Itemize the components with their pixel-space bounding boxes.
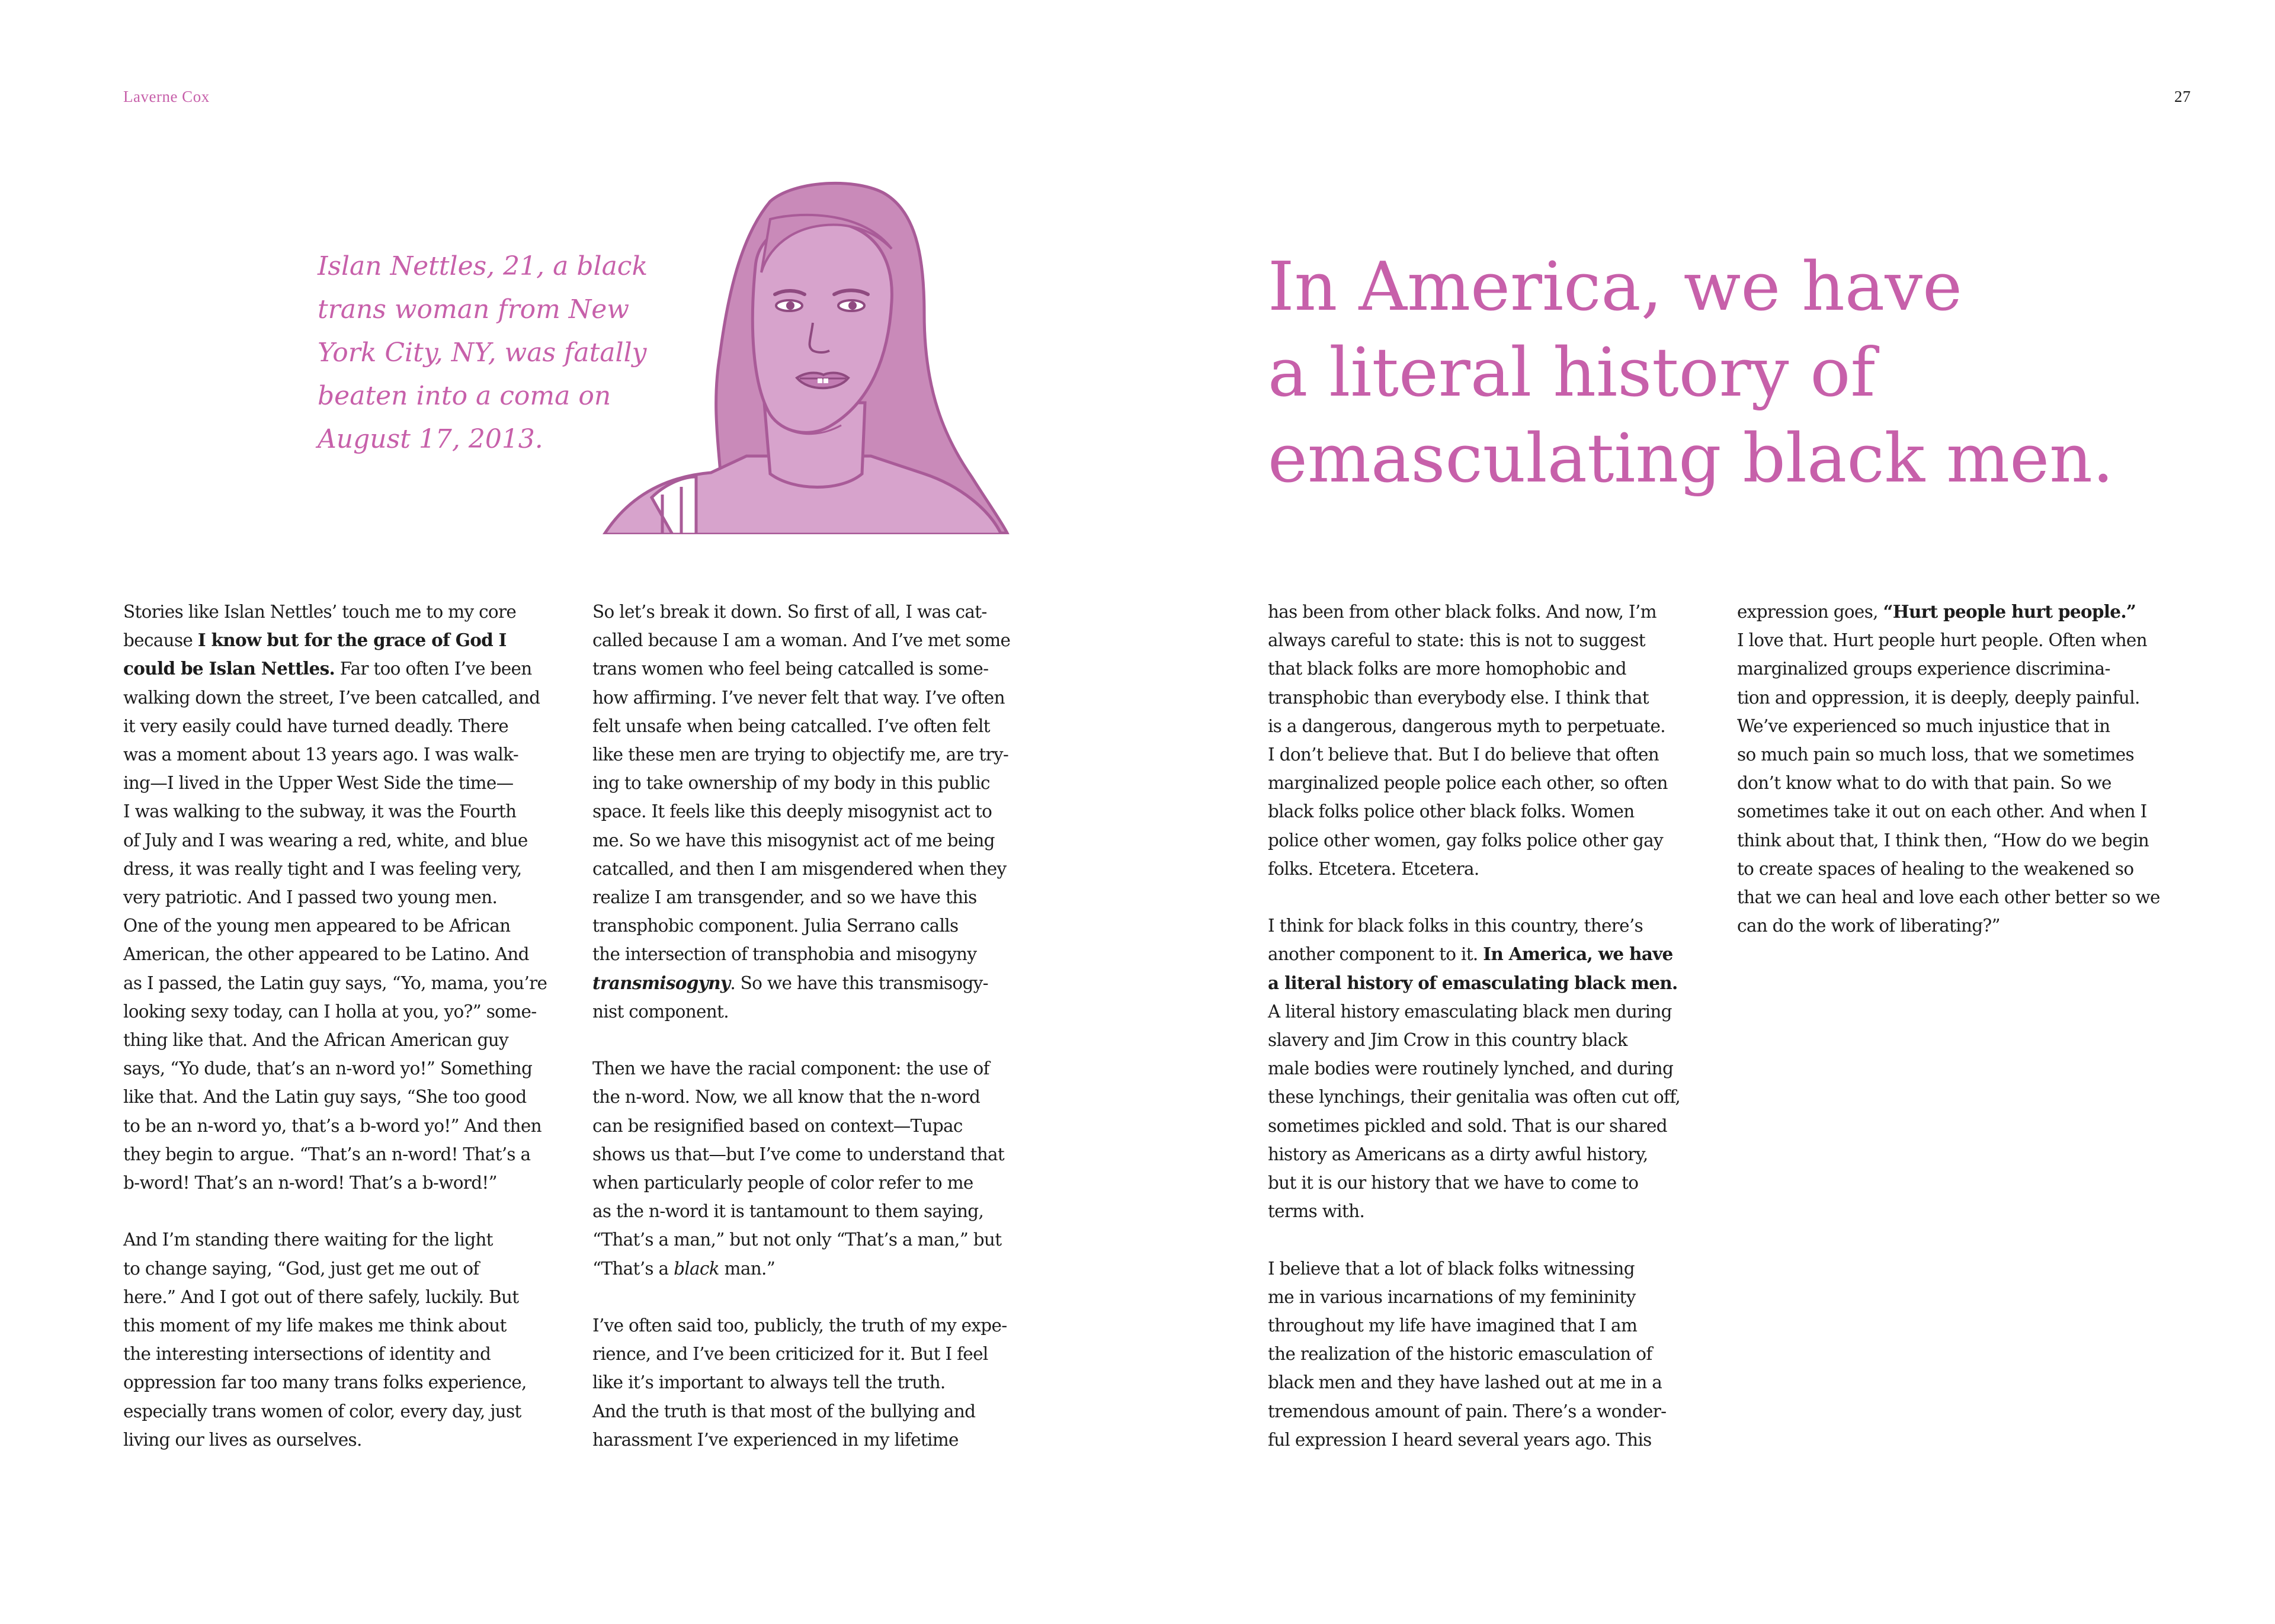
text-line — [1268, 1283, 1724, 1311]
text-run: how affirming. I’ve never felt that way. I’ve often — [592, 687, 1005, 708]
text-line — [592, 1397, 1049, 1426]
text-run: especially trans women of color, every day, just — [123, 1401, 521, 1421]
text-run: looking sexy today, can I holla at you, yo?” some- — [123, 1001, 537, 1022]
text-line — [1268, 1169, 1724, 1197]
text-line — [1268, 883, 1724, 912]
text-run: transphobic than everybody else. I think that — [1268, 687, 1649, 708]
text-run: realize I am transgender, and so we have this — [592, 887, 977, 908]
text-run: like it’s important to always tell the truth. — [592, 1372, 946, 1393]
text-run: I believe that a lot of black folks witnessing — [1268, 1258, 1635, 1279]
pull-quote-line: a literal history of — [1268, 333, 1876, 412]
text-run: me in various incarnations of my femininity — [1268, 1286, 1636, 1307]
text-run: the n-word. Now, we all know that the n-word — [592, 1087, 981, 1108]
text-line — [592, 1368, 1049, 1397]
text-line — [1268, 1054, 1724, 1083]
text-run: as the n-word it is tantamount to them saying, — [592, 1201, 984, 1222]
text-line — [592, 855, 1049, 883]
page-number: 27 — [2174, 88, 2191, 105]
running-head-author: Laverne Cox — [123, 88, 210, 105]
text-line — [123, 598, 579, 626]
text-line — [1268, 1140, 1724, 1169]
text-line — [592, 1083, 1049, 1111]
text-run: “That’s a man,” but not only “That’s a man,” but — [592, 1230, 1002, 1250]
text-line — [123, 1026, 579, 1054]
text-line — [592, 654, 1049, 683]
text-line — [1268, 1026, 1724, 1054]
text-line — [592, 940, 1049, 968]
text-line — [1737, 598, 2193, 626]
text-line — [1268, 1368, 1724, 1397]
body-column-2 — [592, 598, 1049, 1454]
text-run: another component to it. — [1268, 944, 1483, 965]
text-line — [123, 769, 579, 797]
text-line — [123, 1397, 579, 1426]
text-line — [123, 1225, 579, 1254]
text-run: think about that, I think then, “How do we begin — [1737, 830, 2149, 850]
text-run: I love that. Hurt people hurt people. Often when — [1737, 630, 2147, 651]
text-line — [1268, 1426, 1724, 1454]
text-line — [1268, 940, 1724, 968]
text-run: shows us that—but I’ve come to understand that — [592, 1144, 1005, 1164]
text-line — [123, 855, 579, 883]
text-run: transphobic component. Julia Serrano calls — [592, 916, 959, 936]
text-line — [1268, 1197, 1724, 1225]
text-run: black men and they have lashed out at me in a — [1268, 1372, 1662, 1393]
text-run: walking down the street, I’ve been catcalled, and — [123, 687, 540, 708]
text-line — [592, 1112, 1049, 1140]
text-run: very patriotic. And I passed two young men. — [123, 887, 498, 908]
text-run: ing to take ownership of my body in this public — [592, 773, 990, 794]
text-line — [1268, 626, 1724, 654]
text-run: it very easily could have turned deadly. There — [123, 715, 509, 736]
text-line — [592, 826, 1049, 855]
text-run: because — [123, 630, 198, 651]
text-line — [123, 797, 579, 826]
text-run: marginalized groups experience discrimina- — [1737, 659, 2110, 679]
text-line — [123, 683, 579, 712]
text-line — [592, 1169, 1049, 1197]
caption-line: York City, NY, was fatally — [318, 338, 647, 368]
text-run: as I passed, the Latin guy says, “Yo, mama, you’re — [123, 973, 547, 993]
text-line — [592, 912, 1049, 940]
text-run: slavery and Jim Crow in this country black — [1268, 1030, 1627, 1051]
text-line — [1737, 855, 2193, 883]
text-run: that we can heal and love each other better so we — [1737, 887, 2160, 908]
text-run: And the truth is that most of the bullying and — [592, 1401, 976, 1421]
text-line — [1268, 826, 1724, 855]
text-line — [1737, 912, 2193, 940]
text-run: they begin to argue. “That’s an n-word! That’s a — [123, 1144, 531, 1164]
text-line — [592, 1054, 1049, 1083]
text-run: can do the work of liberating?” — [1737, 916, 2000, 936]
text-run: to create spaces of healing to the weakened so — [1737, 858, 2134, 879]
text-line — [592, 1026, 1049, 1054]
text-run: And I’m standing there waiting for the light — [123, 1230, 493, 1250]
text-line — [123, 1368, 579, 1397]
text-line — [1268, 1083, 1724, 1111]
text-run: catcalled, and then I am misgendered when they — [592, 858, 1007, 879]
text-line — [592, 598, 1049, 626]
text-run: can be resignified based on context—Tupac — [592, 1115, 963, 1136]
text-run: One of the young men appeared to be African — [123, 916, 511, 936]
text-line — [123, 1283, 579, 1311]
body-column-1 — [123, 598, 579, 1454]
text-line — [592, 1311, 1049, 1340]
text-run: but it is our history that we have to come to — [1268, 1173, 1639, 1193]
text-run: here.” And I got out of there safely, luckily. But — [123, 1286, 519, 1307]
text-run: American, the other appeared to be Latino. And — [123, 944, 529, 965]
text-run: is a dangerous, dangerous myth to perpetuate. — [1268, 715, 1665, 736]
text-run: A literal history emasculating black men during — [1268, 1001, 1672, 1022]
text-line — [1737, 740, 2193, 769]
woman-portrait-illustration — [592, 178, 1019, 534]
text-line — [1268, 1254, 1724, 1283]
text-line — [1737, 883, 2193, 912]
text-run: I don’t believe that. But I do believe that often — [1268, 744, 1659, 765]
text-line — [1268, 912, 1724, 940]
text-line — [592, 683, 1049, 712]
text-run: space. It feels like this deeply misogynist act to — [592, 801, 992, 822]
text-line — [592, 1340, 1049, 1368]
text-line — [1268, 1311, 1724, 1340]
text-line — [1737, 654, 2193, 683]
text-run: black folks police other black folks. Women — [1268, 801, 1635, 822]
text-run: So let’s break it down. So first of all, I was cat- — [592, 602, 987, 622]
text-run: called because I am a woman. And I’ve met some — [592, 630, 1011, 651]
text-run: I was walking to the subway, it was the Fourth — [123, 801, 517, 822]
text-run: has been from other black folks. And now, I’m — [1268, 602, 1656, 622]
text-run: Stories like Islan Nettles’ touch me to my core — [123, 602, 517, 622]
text-run: the intersection of transphobia and misogyny — [592, 944, 977, 965]
text-line — [1268, 1340, 1724, 1368]
text-line — [123, 1140, 579, 1169]
text-run: dress, it was really tight and I was feeling very, — [123, 858, 522, 879]
text-line — [123, 1254, 579, 1283]
text-run: me. So we have this misogynist act of me being — [592, 830, 995, 850]
text-run: that black folks are more homophobic and — [1268, 659, 1626, 679]
text-line — [592, 1140, 1049, 1169]
text-line — [123, 940, 579, 968]
text-run: oppression far too many trans folks experience, — [123, 1372, 527, 1393]
text-line — [123, 740, 579, 769]
text-run: Far too often I’ve been — [335, 659, 532, 679]
text-run: tion and oppression, it is deeply, deeply painful. — [1737, 687, 2140, 708]
text-line — [1737, 626, 2193, 654]
text-run: history as Americans as a dirty awful history, — [1268, 1144, 1648, 1164]
text-line — [592, 712, 1049, 740]
text-run: like these men are trying to objectify me, are try- — [592, 744, 1009, 765]
caption-line: Islan Nettles, 21, a black — [318, 251, 648, 281]
text-line — [592, 769, 1049, 797]
text-run: I know but for the grace of God I — [197, 630, 507, 651]
text-line — [1268, 654, 1724, 683]
text-line — [1268, 769, 1724, 797]
text-line — [1268, 797, 1724, 826]
text-run: “Hurt people hurt people.” — [1883, 601, 2136, 622]
text-line — [123, 626, 579, 654]
text-run: could be Islan Nettles. — [123, 658, 335, 679]
text-line — [592, 1197, 1049, 1225]
text-line — [1737, 683, 2193, 712]
text-run: harassment I’ve experienced in my lifetime — [592, 1429, 959, 1450]
caption-line: August 17, 2013. — [318, 424, 543, 454]
text-line — [1737, 826, 2193, 855]
text-line — [123, 1426, 579, 1454]
text-run: don’t know what to do with that pain. So we — [1737, 773, 2111, 794]
text-run: thing like that. And the African American guy — [123, 1030, 508, 1051]
text-line — [1268, 598, 1724, 626]
text-line — [123, 1083, 579, 1111]
pull-quote-line: In America, we have — [1268, 248, 1962, 326]
text-run: ful expression I heard several years ago. This — [1268, 1429, 1652, 1450]
text-line — [123, 1169, 579, 1197]
text-line — [123, 1340, 579, 1368]
text-run: living our lives as ourselves. — [123, 1429, 362, 1450]
text-run: a literal history of emasculating black men. — [1268, 972, 1678, 993]
text-run: felt unsafe when being catcalled. I’ve often felt — [592, 715, 990, 736]
text-run: the interesting intersections of identity and — [123, 1344, 491, 1365]
text-line — [592, 997, 1049, 1026]
body-column-4 — [1737, 598, 2193, 940]
text-run: the realization of the historic emasculation of — [1268, 1344, 1652, 1365]
text-line — [123, 969, 579, 997]
text-line — [1268, 1397, 1724, 1426]
text-line — [123, 997, 579, 1026]
text-run: “That’s a — [592, 1258, 674, 1279]
text-line — [123, 826, 579, 855]
text-run: expression goes, — [1737, 602, 1883, 622]
text-line — [592, 626, 1049, 654]
text-run: of July and I was wearing a red, white, and blue — [123, 830, 528, 850]
text-run: when particularly people of color refer to me — [592, 1173, 973, 1193]
text-run: folks. Etcetera. Etcetera. — [1268, 858, 1479, 879]
text-line — [592, 969, 1049, 997]
text-run: black — [674, 1258, 719, 1279]
text-run: I think for black folks in this country, there’s — [1268, 916, 1643, 936]
text-line — [592, 1254, 1049, 1283]
text-run: so much pain so much loss, that we sometimes — [1737, 744, 2134, 765]
pull-quote — [1268, 244, 2157, 502]
text-line — [592, 740, 1049, 769]
text-line — [123, 912, 579, 940]
text-line — [1268, 712, 1724, 740]
text-run: marginalized people police each other, so often — [1268, 773, 1668, 794]
text-run: says, “Yo dude, that’s an n-word yo!” Something — [123, 1058, 533, 1079]
pull-quote-line: emasculating black men. — [1268, 419, 2114, 498]
text-run: trans women who feel being catcalled is some- — [592, 659, 989, 679]
text-line — [1268, 683, 1724, 712]
text-line — [123, 654, 579, 683]
text-line — [592, 1426, 1049, 1454]
text-line — [592, 883, 1049, 912]
text-run: male bodies were routinely lynched, and during — [1268, 1058, 1674, 1079]
text-run: ing—I lived in the Upper West Side the time— — [123, 773, 514, 794]
text-run: transmisogyny — [592, 972, 730, 993]
text-line — [1737, 797, 2193, 826]
text-line — [1737, 769, 2193, 797]
text-line — [123, 712, 579, 740]
text-run: throughout my life have imagined that I am — [1268, 1315, 1638, 1336]
text-run: . So we have this transmisogy- — [730, 973, 988, 993]
text-line — [1268, 969, 1724, 997]
text-run: this moment of my life makes me think about — [123, 1315, 507, 1336]
text-line — [123, 1197, 579, 1225]
text-run: these lynchings, their genitalia was often cut off, — [1268, 1087, 1681, 1108]
text-run: like that. And the Latin guy says, “She too good — [123, 1087, 527, 1108]
text-run: rience, and I’ve been criticized for it. But I feel — [592, 1344, 988, 1365]
text-run: sometimes take it out on each other. And when I — [1737, 801, 2147, 822]
text-run: We’ve experienced so much injustice that in — [1737, 715, 2110, 736]
text-line — [123, 1054, 579, 1083]
text-line — [592, 1225, 1049, 1254]
text-run: In America, we have — [1483, 943, 1673, 965]
text-line — [1268, 1112, 1724, 1140]
caption-line: beaten into a coma on — [318, 381, 611, 411]
text-line — [1268, 1225, 1724, 1254]
text-line — [123, 883, 579, 912]
text-line — [1737, 712, 2193, 740]
text-run: terms with. — [1268, 1201, 1365, 1222]
caption-line: trans woman from New — [318, 294, 630, 325]
text-line — [123, 1311, 579, 1340]
text-run: always careful to state: this is not to suggest — [1268, 630, 1645, 651]
text-run: man.” — [719, 1258, 776, 1279]
text-line — [1268, 740, 1724, 769]
text-run: to be an n-word yo, that’s a b-word yo!” And then — [123, 1115, 541, 1136]
text-run: was a moment about 13 years ago. I was walk- — [123, 744, 519, 765]
text-line — [123, 1112, 579, 1140]
text-line — [592, 1283, 1049, 1311]
text-run: I’ve often said too, publicly, the truth of my expe- — [592, 1315, 1007, 1336]
text-run: b-word! That’s an n-word! That’s a b-word!” — [123, 1173, 497, 1193]
text-line — [592, 797, 1049, 826]
text-run: police other women, gay folks police other gay — [1268, 830, 1663, 850]
body-column-3 — [1268, 598, 1724, 1454]
text-run: nist component. — [592, 1001, 729, 1022]
text-run: Then we have the racial component: the use of — [592, 1058, 989, 1079]
text-run: sometimes pickled and sold. That is our shared — [1268, 1115, 1667, 1136]
text-run: to change saying, “God, just get me out of — [123, 1258, 479, 1279]
text-line — [1268, 855, 1724, 883]
text-run: tremendous amount of pain. There’s a wonder- — [1268, 1401, 1667, 1421]
text-line — [1268, 997, 1724, 1026]
